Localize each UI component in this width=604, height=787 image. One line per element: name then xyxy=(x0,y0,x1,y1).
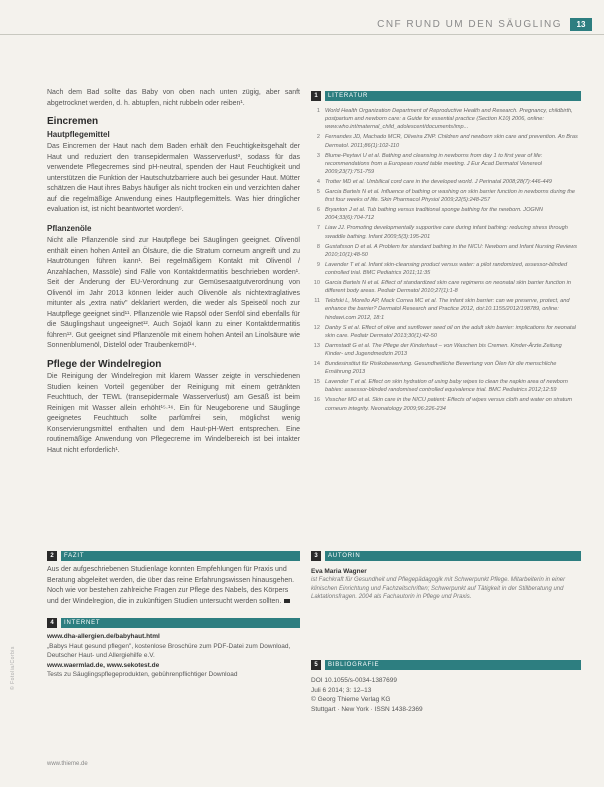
paragraph-windel: Die Reinigung der Windelregion mit klarem Wasser zeigte in verschiedenen Studien keinen Vorteil gegenüber der Reinigung mit einem getränkten Feuchttuch, der TEWL (transepidermale Wasserverlust) am Gesäß ist beim Reinigen mit Wasser allein erhöht¹⁵·¹⁶. Ein für Neugeborene und Säuglinge geeignetes Feuchttuch sollte parfümfrei sein, möglichst wenig Konservierungsmittel enthalten und dem Haut-pH-Wert entsprechen. Eine routinemäßige Anwendung von Pflegecreme im Windelbereich ist bei intakter Haut nicht erforderlich¹. xyxy=(47,373,300,454)
section-heading-cremen: Eincremen xyxy=(47,116,99,127)
doi: DOI 10.1055/s-0034-1387699 xyxy=(311,677,398,684)
author-box xyxy=(311,550,581,602)
box-title: INTERNET xyxy=(61,618,300,628)
box-number: 1 xyxy=(311,91,321,101)
reference-number: 6 xyxy=(316,207,320,214)
reference-item xyxy=(311,107,581,132)
footer-url[interactable]: www.thieme.de xyxy=(47,761,88,767)
reference-text: Bryanton J et al. Tub bathing versus traditional sponge bathing for the newborn. JOGNN 2004;33(6):704-712 xyxy=(325,207,543,222)
reference-item xyxy=(311,206,581,222)
page-number: 13 xyxy=(570,18,592,31)
reference-number: 2 xyxy=(316,134,320,141)
literature-box xyxy=(311,90,581,415)
internet-link-1[interactable]: www.dha-allergien.de/babyhaut.html xyxy=(47,633,160,640)
reference-text: Liaw JJ. Promoting developmentally supportive care during infant bathing: reducing stress through swaddle bathing. Infant 2009;5(3):195-201 xyxy=(325,225,568,240)
reference-number: 3 xyxy=(316,152,320,159)
reference-item xyxy=(311,152,581,177)
box-number: 4 xyxy=(47,618,57,628)
paragraph-oele: Nicht alle Pflanzenöle sind zur Hautpflege bei Säuglingen geeignet. Olivenöl enthält einen hohen Anteil an Ölsäure, die die Stratum corneum angreift und zu Hautrötungen führen kann¹. Bei regelmäßigem Kontakt mit Olivenöl / Anzahlachen, Massöle) sind Fälle von Kontaktdermatitis beschrieben worden¹. Seit der Änderung der EU-Verordnung zur Gemüsesaatgutverordnung von Olivenöl im Jahr 2013 können leider auch Olivenöle als nichtextraglatives mitunter als „extra nativ" deklariert werden, die weder als Speiseöl noch zur Hautpflege geeignet sind¹¹. Pflanzenöle wie Rapsöl oder Senföl sind ebenfalls für die Säuglingshaut ungeeignet¹². Auch Sojaöl kann zu einer Kontaktdermatitis führen¹³. Gut geeignet sind Pflanzenöle mit einem hohen Anteil an Linolsäure wie Sonnenblumenöl, Distelöl oder Traubenkernöl¹⁴. xyxy=(47,237,300,349)
reference-text: Bundesinstitut für Risikobewertung. Gesundheitliche Bewertung von Ölen für die menschliche Ernährung 2013 xyxy=(325,361,557,376)
author-bio: ist Fachkraft für Gesundheit und Pflegepädagogik mit Schwerpunkt Pflege. Mitarbeiterin in einer klinischen Einrichtung und Fachzeitschriften; Schwerpunkt auf Tätigkeit in der Stillberatung und Laktationsfragen. 2004 als Fachautorin in Pflege und Praxis. xyxy=(311,577,566,600)
reference-item xyxy=(311,243,581,259)
reference-item xyxy=(311,378,581,394)
literature-header xyxy=(311,90,581,101)
reference-item xyxy=(311,297,581,322)
header-rule xyxy=(0,34,604,35)
reference-text: Lavender T et al. Effect on skin hydration of using baby wipes to clean the napkin area of newborn babies: assessor-blinded randomised controlled equivalence trial. BMC Pediatrics 2012;12:59 xyxy=(325,379,568,394)
reference-item xyxy=(311,224,581,240)
reference-list xyxy=(311,107,581,413)
internet-text-1: „Babys Haut gesund pflegen", kostenlose Broschüre zum PDF-Datei zum Download, Deutscher Haut- und Allergiehilfe e.V. xyxy=(47,642,291,659)
reference-item xyxy=(311,188,581,204)
publisher-place: Stuttgart · New York · ISSN 1438-2369 xyxy=(311,705,423,713)
box-title: BIBLIOGRAFIE xyxy=(325,660,581,670)
reference-number: 5 xyxy=(316,189,320,196)
page-header xyxy=(0,0,604,44)
reference-text: Trotter MD et al. Umbilical cord care in the developed world. J Perinatal 2008;28(7):446-449 xyxy=(325,179,552,186)
reference-text: Visscher MO et al. Skin care in the NICU patient: Effects of wipes versus cloth and water on stratum corneum integrity. Neonatology 2009;96:226-234 xyxy=(325,397,573,412)
reference-item xyxy=(311,133,581,149)
reference-number: 11 xyxy=(314,298,320,305)
internet-box xyxy=(47,617,300,680)
reference-item xyxy=(311,279,581,295)
paragraph-hautpflege: Das Eincremen der Haut nach dem Baden erhält den Feuchtigkeitsgehalt der Haut und reduziert den transepidermalen Wasserverlust³, sodass für das verwendete Pflegecremes sind pH-neutral, spenden der Haut Feuchtigkeit und unterstützen die Funktion der Hautschutzbarriere auch bei gesunder Haut. Mütter schätzen die Haut ihres Babys häufiger als nicht trocken ein und verzichten daher auf die regelmäßige Anwendung eines Hautpflegemittels. Was hier dringlicher evaluation ist, ist nicht beantwortet worden⁵. xyxy=(47,143,300,213)
reference-number: 9 xyxy=(316,261,320,268)
reference-text: Garcia Bartels N et al. Influence of bathing or washing on skin barrier function in newborns during the first four weeks of life. Skin Pharmacol Physiol 2009;22(5):248-257 xyxy=(325,189,575,204)
section-heading-windel: Pflege der Windelregion xyxy=(47,358,162,370)
end-mark xyxy=(284,599,290,603)
reference-text: Fernandes JD, Machado MCR, Oliveira ZNP. Children and newborn skin care and prevention. An Bras Dermatol. 2011;86(1):102-110 xyxy=(325,134,578,149)
reference-text: Garcia Bartels N et al. Effect of standardized skin care regimens on neonatal skin barrier function in different body areas. Pediatr Dermatol 2010;27(1):1-8 xyxy=(325,280,571,295)
reference-text: Blume-Peytavi U et al. Bathing and cleansing in newborns from day 1 to first year of life: recommendations from a European round table meeting. J Eur Acad Dermatol Venereol 2009;23(7):751-759 xyxy=(325,152,543,176)
journal-issue: Juli 6 2014; 3: 12–13 xyxy=(311,686,372,694)
reference-item xyxy=(311,396,581,412)
reference-number: 10 xyxy=(313,280,320,287)
reference-item xyxy=(311,178,581,186)
internet-header xyxy=(47,617,300,628)
main-column xyxy=(47,88,300,464)
reference-number: 4 xyxy=(316,179,320,186)
author-header xyxy=(311,550,581,561)
reference-number: 1 xyxy=(316,108,320,114)
author-name: Eva Maria Wagner xyxy=(311,568,367,575)
reference-item xyxy=(311,360,581,376)
reference-number: 12 xyxy=(313,324,320,331)
fazit-text: Aus der aufgeschriebenen Studienlage konnten Empfehlungen für Praxis und Beratung abgeleitet werden, die über das reine Erfahrungswissen hinausgehen. Noch wie vor bestehen zahlreiche Fragen zur Pflege des Nabels, des Körpers und der Windelregion, die in zukünftigen Studien untersucht werden sollten. xyxy=(47,566,295,605)
reference-number: 13 xyxy=(313,342,320,349)
box-number: 2 xyxy=(47,551,57,561)
box-title: FAZIT xyxy=(61,551,300,561)
reference-text: Darmstadt G et al. The Pflege der Kinderhaut – von Waschen bis Cremen. Kinder-Ärzte.Zeitung Kinder- und Jugendmedizin 2013 xyxy=(325,342,562,358)
fazit-box xyxy=(47,550,300,607)
bibliography-header xyxy=(311,659,581,670)
reference-item xyxy=(311,261,581,277)
reference-number: 8 xyxy=(316,243,320,250)
bibliography-box xyxy=(311,659,581,714)
side-credit: © Fotolia/Corbis xyxy=(10,646,16,690)
reference-text: Danby S et al. Effect of olive and sunflower seed oil on the adult skin barrier: implications for neonatal skin care. Pediatr Dermatol 2013;30(1):42-50 xyxy=(325,324,576,339)
reference-text: Lavender T et al. Infant skin-cleansing product versus water: a pilot randomized, assessor-blinded controlled trial. BMC Pediatrics 2011;11:35 xyxy=(325,261,568,277)
box-number: 3 xyxy=(311,551,321,561)
subheading-hautpflege: Hautpflegemittel xyxy=(47,129,110,139)
reference-number: 14 xyxy=(313,361,320,368)
subheading-oele: Pflanzenöle xyxy=(47,223,92,233)
reference-text: Gustafsson D et al. A Problem for standard bathing in the NICU: Newborn and Infant Nursing Reviews 2010;10(1):48-50 xyxy=(325,243,578,258)
reference-text: Telofski L, Morello AP, Mack Correa MC et al. The infant skin barrier: can we preserve, protect, and enhance the barrier? Dermatol Research and Practice 2012, doi:10.1155/2012/198789, online: hindawi.com 2012, 18:1 xyxy=(325,298,570,321)
box-title: LITERATUR xyxy=(325,91,581,101)
running-title: CNF RUND UM DEN SÄUGLING xyxy=(377,19,562,30)
reference-number: 7 xyxy=(316,225,320,232)
internet-link-2[interactable]: www.waermlad.de, www.sekotest.de xyxy=(47,661,160,669)
reference-item xyxy=(311,342,581,358)
box-number: 5 xyxy=(311,660,321,670)
box-title: AUTORIN xyxy=(325,551,581,561)
reference-number: 16 xyxy=(313,397,320,404)
reference-item xyxy=(311,324,581,340)
reference-number: 15 xyxy=(313,379,320,386)
fazit-header xyxy=(47,550,300,561)
internet-text-2: Tests zu Säuglingspflegeprodukten, gebührenpflichtiger Download xyxy=(47,671,238,678)
publisher: © Georg Thieme Verlag KG xyxy=(311,696,391,703)
reference-text: World Health Organization Department of Reproductive Health and Research. Pregnancy, childbirth, postpartum and newborn care: a Guide for essential practice (Section K10) 2006, online: www.who.int/maternal_child_adolescent/documents/imp... xyxy=(325,108,573,131)
intro-paragraph: Nach dem Bad sollte das Baby von oben nach unten zügig, aber sanft abgetrocknet werden, d. h. abtupfen, nicht rubbeln oder reiben¹. xyxy=(47,89,300,107)
